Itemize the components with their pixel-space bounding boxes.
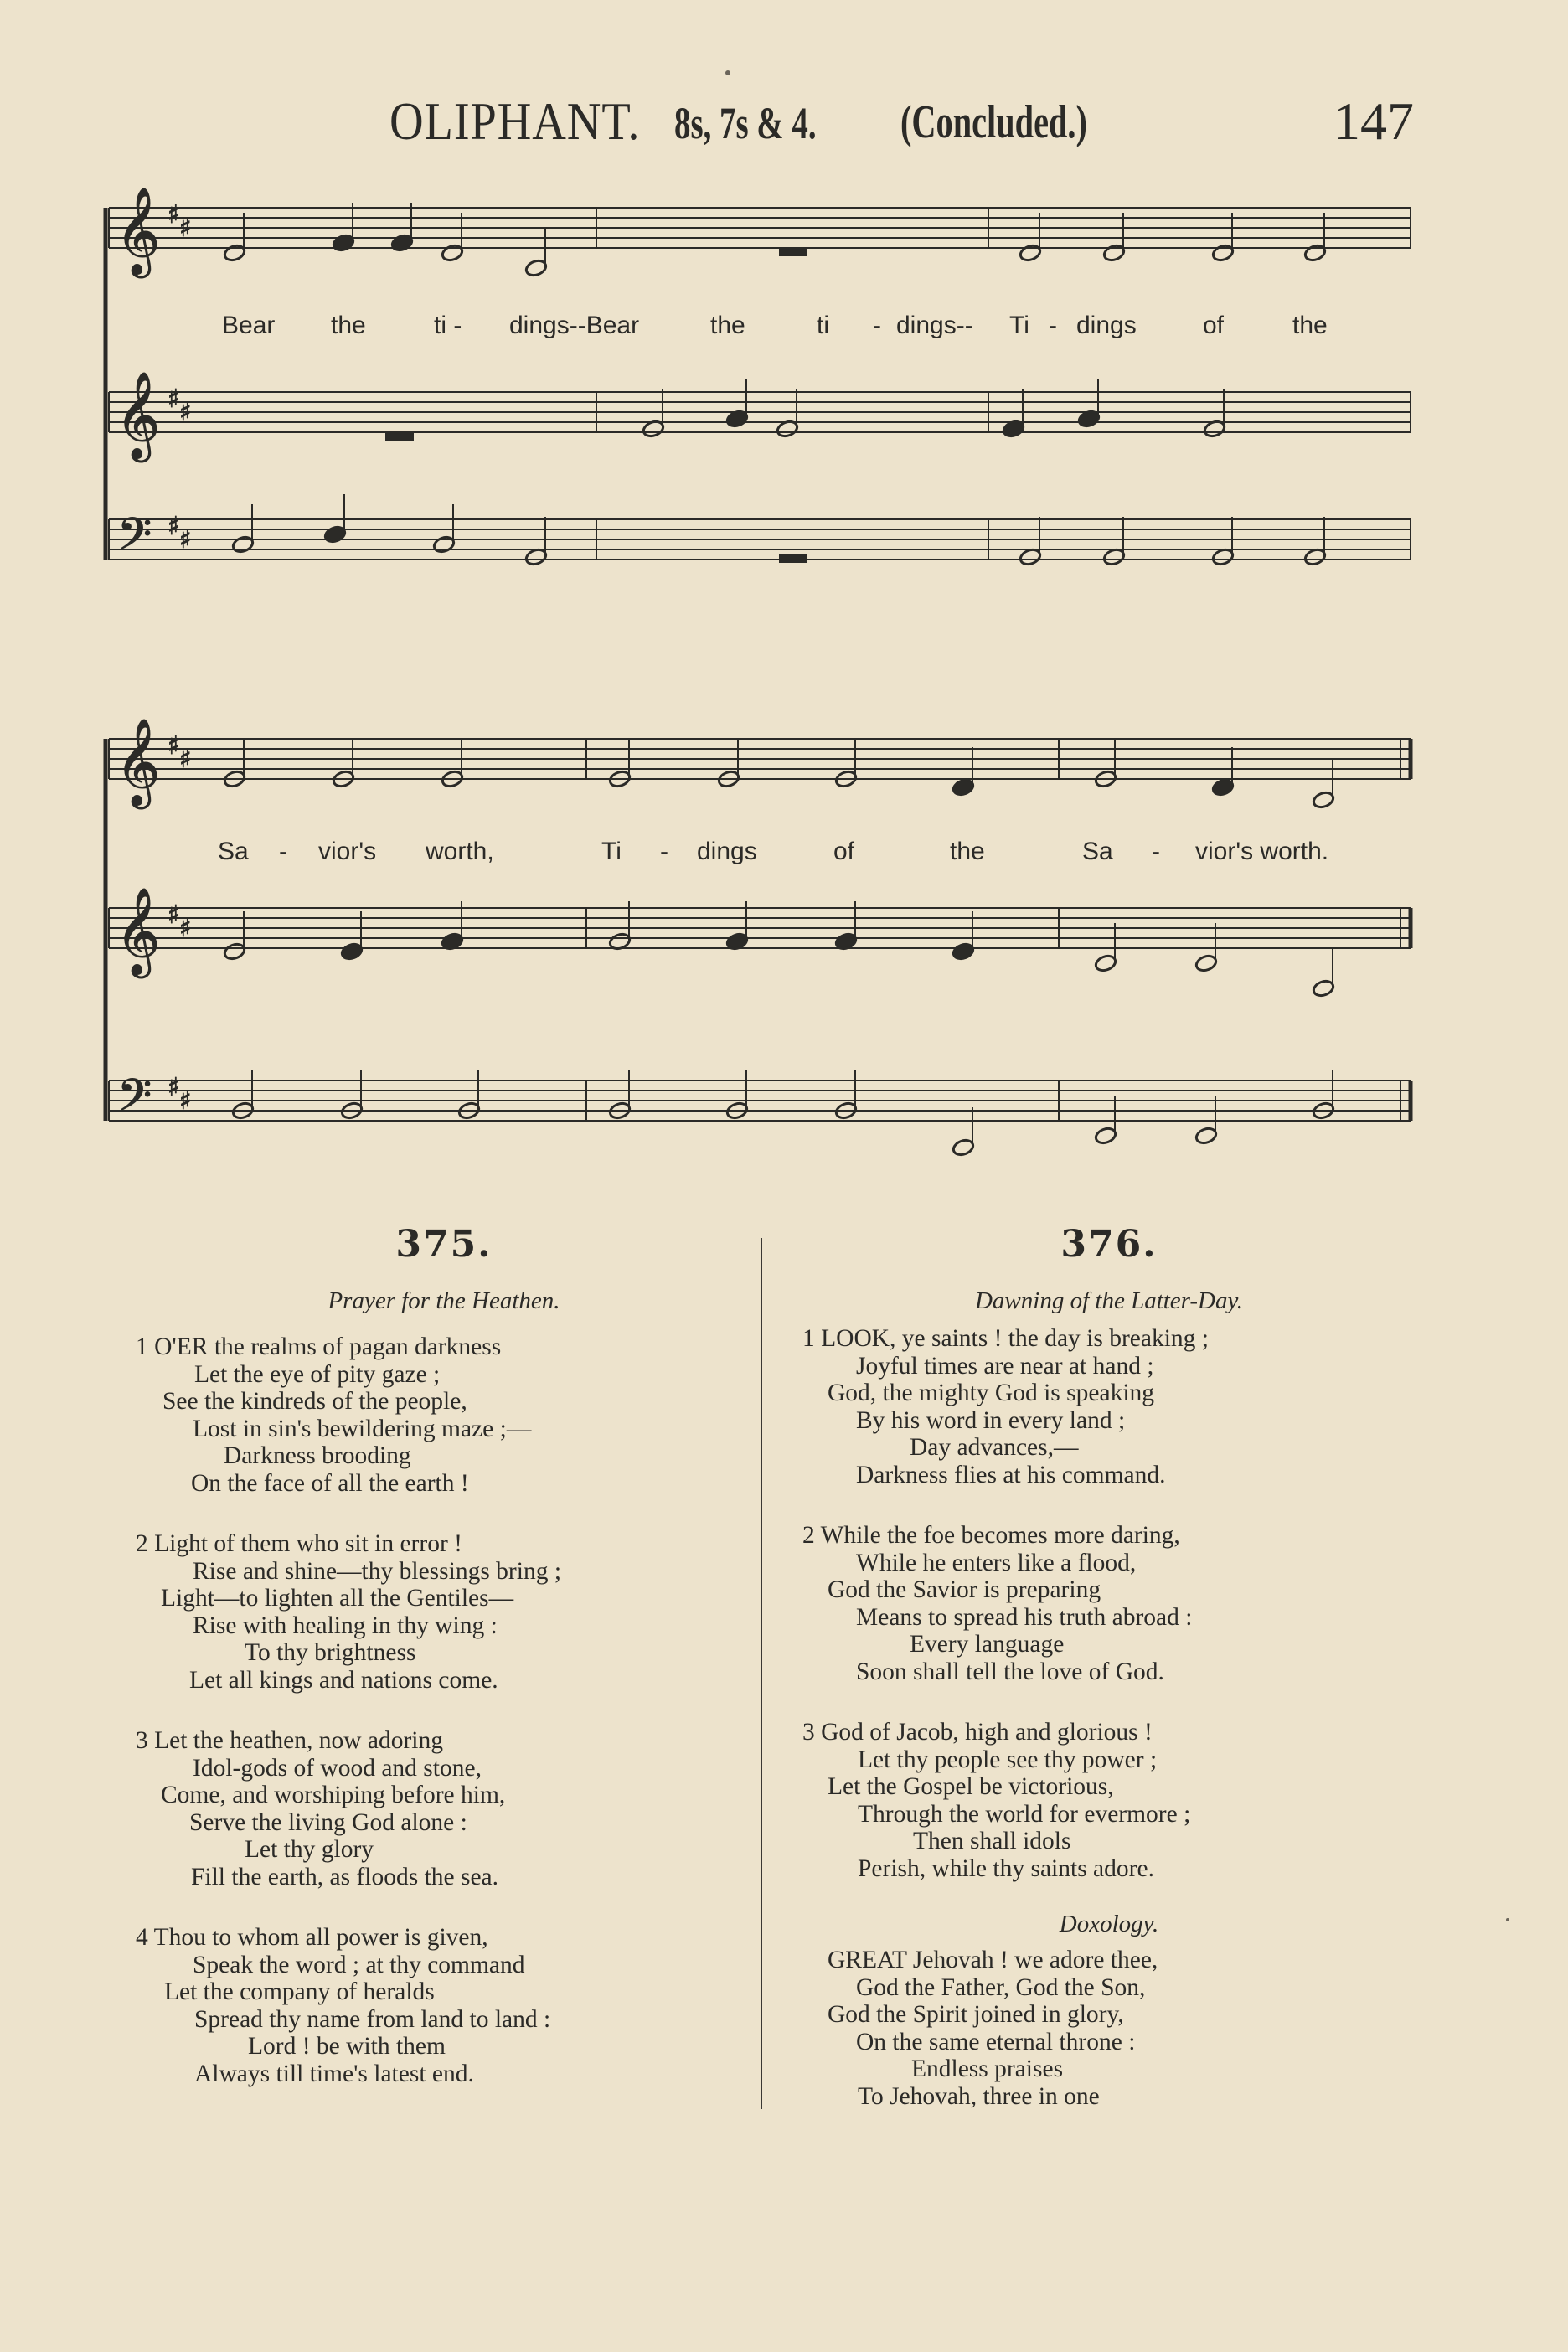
- lyric-syllable: Sa: [1082, 838, 1113, 865]
- verse-line: Joyful times are near at hand ;: [856, 1352, 1154, 1380]
- verse-line: Let all kings and nations come.: [189, 1666, 498, 1694]
- lyric-syllable: ti: [817, 312, 829, 339]
- stanza: [791, 1719, 1427, 1882]
- sharp-icon: ♯: [168, 1073, 180, 1102]
- note-head: [524, 258, 548, 277]
- hymn-375: [126, 1223, 762, 2121]
- verse-line: GREAT Jehovah ! we adore thee,: [828, 1947, 1158, 1973]
- lyric-syllable: ti -: [434, 312, 462, 339]
- lyric-syllable: dings: [697, 838, 757, 865]
- verse-line: Let the company of heralds: [164, 1978, 435, 2005]
- note-head: [1019, 243, 1042, 262]
- lyric-syllable: -: [1152, 838, 1160, 865]
- verse-line: Serve the living God alone :: [189, 1808, 467, 1836]
- treble-clef-icon: 𝄞: [116, 371, 161, 459]
- verse-line: 1 O'ER the realms of pagan darkness: [136, 1333, 502, 1360]
- doxology-title: Doxology.: [1059, 1911, 1159, 1937]
- note-head: [1102, 243, 1126, 262]
- verse-line: To thy brightness: [245, 1639, 416, 1666]
- verse-line: 4 Thou to whom all power is given,: [136, 1924, 488, 1951]
- lyric-syllable: of: [833, 838, 855, 865]
- note-head: [952, 1137, 975, 1157]
- verse-line: By his word in every land ;: [856, 1406, 1126, 1434]
- note-head: [332, 233, 355, 252]
- note-head: [231, 534, 255, 554]
- verse-line: Rise and shine—thy blessings bring ;: [193, 1557, 562, 1585]
- verse-line: 1 LOOK, ye saints ! the day is breaking ;: [802, 1325, 1210, 1352]
- note-head: [1094, 1126, 1117, 1145]
- lyric-syllable: dings--Bear: [509, 312, 640, 339]
- note-head: [223, 243, 246, 262]
- verse-line: Perish, while thy saints adore.: [858, 1854, 1154, 1882]
- lyric-syllable: the: [710, 312, 745, 339]
- verse-line: 2 While the foe becomes more daring,: [802, 1522, 1180, 1549]
- verse-line: Soon shall tell the love of God.: [856, 1658, 1164, 1685]
- lyric-syllable: -: [279, 838, 287, 865]
- verse-line: Means to spread his truth abroad :: [856, 1603, 1193, 1631]
- sharp-icon: ♯: [179, 398, 192, 427]
- page-number: 147: [1333, 91, 1414, 151]
- verse-line: Through the world for evermore ;: [858, 1800, 1191, 1828]
- verse-line: On the same eternal throne :: [856, 2028, 1136, 2055]
- lyric-syllable: the: [950, 838, 985, 865]
- hymn-376: [791, 1223, 1427, 2143]
- lyric-syllable: -: [1049, 312, 1057, 339]
- verse-line: Let thy glory: [245, 1836, 374, 1863]
- sharp-icon: ♯: [179, 214, 192, 243]
- sharp-icon: ♯: [168, 384, 180, 414]
- verse-line: Spread thy name from land to land :: [194, 2005, 551, 2033]
- verse-line: Day advances,—: [910, 1434, 1079, 1461]
- bass-clef-icon: 𝄢: [117, 1070, 152, 1132]
- note-head: [323, 524, 347, 544]
- note-head: [432, 534, 456, 554]
- verse-line: See the kindreds of the people,: [162, 1388, 467, 1415]
- stanza: [791, 1325, 1427, 1488]
- verse-line: Lord ! be with them: [248, 2033, 446, 2060]
- treble-clef-icon: 𝄞: [116, 187, 161, 275]
- stanza: [791, 1522, 1427, 1685]
- verse-line: Idol-gods of wood and stone,: [193, 1754, 482, 1782]
- hymn-subtitle: Dawning of the Latter-Day.: [974, 1287, 1244, 1314]
- sharp-icon: ♯: [168, 512, 180, 541]
- verse-line: To Jehovah, three in one: [858, 2082, 1100, 2110]
- doxology: [791, 1947, 1427, 2110]
- verse-line: Let the Gospel be victorious,: [828, 1773, 1114, 1800]
- verse-line: Endless praises: [911, 2055, 1064, 2082]
- meter-label: 8s, 7s & 4.: [674, 98, 817, 148]
- sharp-icon: ♯: [179, 745, 192, 774]
- note-head: [952, 777, 975, 797]
- note-head: [441, 243, 464, 262]
- note-head: [390, 233, 414, 252]
- verse-line: Rise with healing in thy wing :: [193, 1612, 498, 1639]
- column-divider: [761, 1238, 762, 2109]
- note-head: [1194, 953, 1218, 972]
- note-head: [340, 941, 364, 961]
- verse-line: God the Savior is preparing: [828, 1576, 1101, 1603]
- verse-line: Every language: [910, 1631, 1065, 1658]
- sharp-icon: ♯: [168, 731, 180, 761]
- verse-line: Speak the word ; at thy command: [193, 1951, 525, 1978]
- whole-rest: [779, 248, 807, 256]
- verse-line: Fill the earth, as floods the sea.: [191, 1863, 499, 1890]
- lyric-syllable: Ti: [601, 838, 622, 865]
- treble-clef-icon: 𝄞: [116, 718, 161, 806]
- lyric-syllable: worth,: [426, 838, 494, 865]
- print-speck: [725, 70, 730, 75]
- verse-line: 3 Let the heathen, now adoring: [136, 1727, 443, 1754]
- note-head: [1094, 953, 1117, 972]
- stanza: [126, 1727, 762, 1890]
- bass-clef-icon: 𝄢: [117, 509, 152, 571]
- tune-name: OLIPHANT.: [389, 91, 641, 151]
- concluded-label: (Concluded.): [900, 96, 1087, 148]
- whole-rest: [385, 432, 414, 441]
- verse-line: God the Father, God the Son,: [856, 1973, 1146, 2001]
- note-head: [223, 941, 246, 961]
- lyric-syllable: vior's: [318, 838, 377, 865]
- verse-line: Come, and worshiping before him,: [161, 1782, 506, 1808]
- lyric-syllable: Bear: [222, 312, 276, 339]
- note-head: [1211, 243, 1235, 262]
- verse-line: Always till time's latest end.: [194, 2060, 474, 2087]
- stanza: [126, 1530, 762, 1694]
- note-head: [1194, 1126, 1218, 1145]
- lyric-syllable: Sa: [218, 838, 249, 865]
- verse-line: While he enters like a flood,: [856, 1549, 1137, 1576]
- verse-line: Lost in sin's bewildering maze ;—: [193, 1415, 532, 1442]
- verse-line: Darkness brooding: [224, 1442, 411, 1469]
- lyric-syllable: vior's worth.: [1195, 838, 1329, 865]
- sharp-icon: ♯: [179, 525, 192, 554]
- stanza: [126, 1333, 762, 1497]
- verse-line: God, the mighty God is speaking: [828, 1380, 1155, 1406]
- note-head: [1211, 777, 1235, 797]
- hymn-number: 375.: [395, 1223, 493, 1266]
- verse-line: 2 Light of them who sit in error !: [136, 1530, 462, 1557]
- verse-line: God the Spirit joined in glory,: [828, 2001, 1124, 2028]
- verse-line: Darkness flies at his command.: [856, 1461, 1166, 1488]
- print-speck: [1506, 1918, 1509, 1921]
- lyric-syllable: dings--: [896, 312, 973, 339]
- sharp-icon: ♯: [179, 1086, 192, 1116]
- lyric-syllable: of: [1203, 312, 1225, 339]
- hymn-subtitle: Prayer for the Heathen.: [328, 1287, 560, 1314]
- lyric-syllable: -: [660, 838, 668, 865]
- note-head: [952, 941, 975, 961]
- music-score: [0, 0, 1568, 1173]
- verse-line: Light—to lighten all the Gentiles—: [161, 1585, 514, 1612]
- stanza: [126, 1924, 762, 2087]
- treble-clef-icon: 𝄞: [116, 887, 161, 975]
- lyric-syllable: Ti: [1009, 312, 1029, 339]
- whole-rest: [779, 554, 807, 563]
- sharp-icon: ♯: [168, 900, 180, 930]
- hymn-number: 376.: [1060, 1223, 1158, 1266]
- note-head: [1303, 243, 1327, 262]
- note-head: [1312, 978, 1335, 998]
- verse-line: Let thy people see thy power ;: [858, 1746, 1158, 1773]
- verse-line: 3 God of Jacob, high and glorious !: [802, 1719, 1153, 1746]
- lyric-syllable: -: [873, 312, 881, 339]
- verse-line: On the face of all the earth !: [191, 1469, 469, 1497]
- sharp-icon: ♯: [168, 200, 180, 230]
- lyric-syllable: dings: [1076, 312, 1137, 339]
- lyric-syllable: the: [331, 312, 366, 339]
- lyric-syllable: the: [1292, 312, 1328, 339]
- verse-line: Then shall idols: [913, 1828, 1071, 1854]
- sharp-icon: ♯: [179, 914, 192, 943]
- note-head: [1312, 790, 1335, 809]
- verse-line: Let the eye of pity gaze ;: [194, 1360, 441, 1388]
